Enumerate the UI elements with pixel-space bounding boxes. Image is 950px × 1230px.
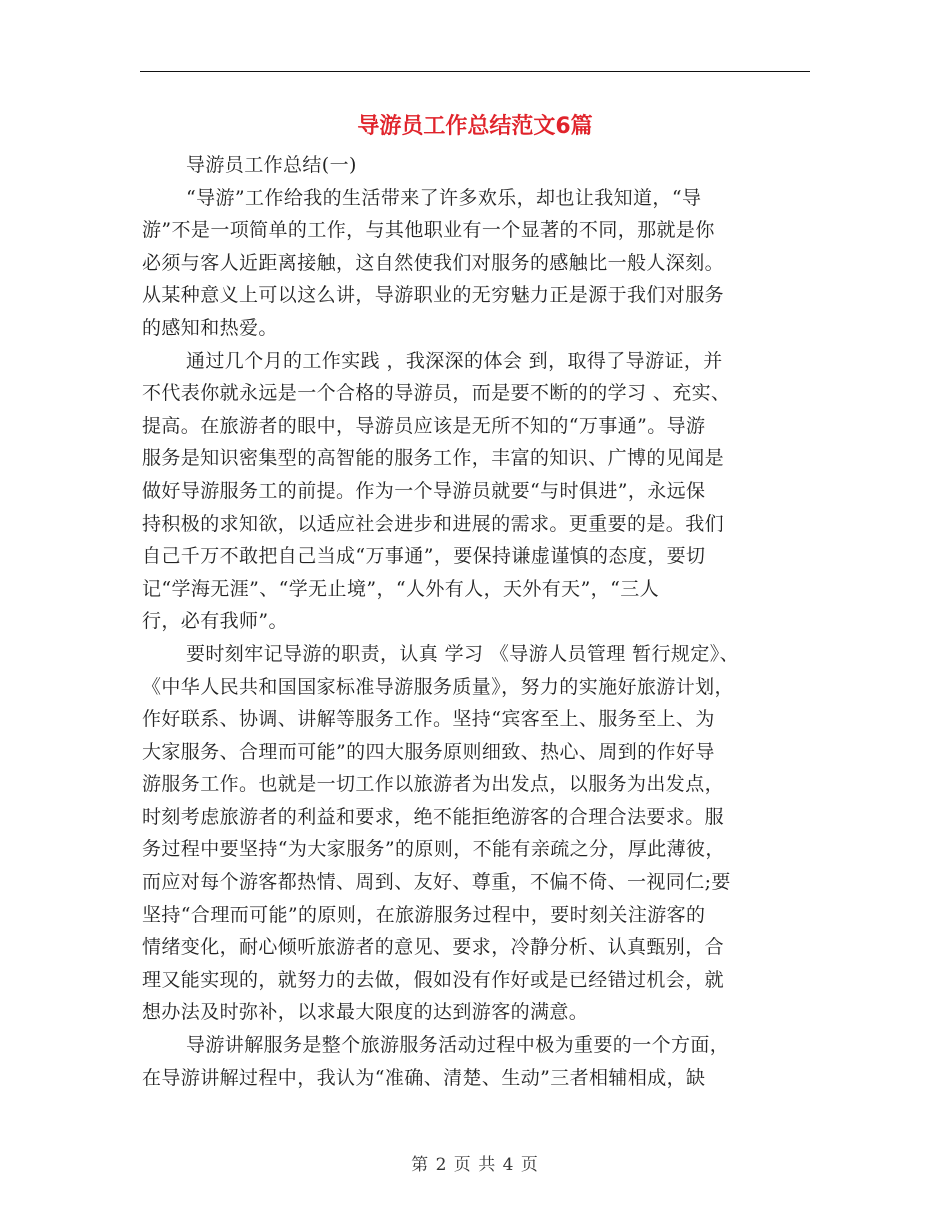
paragraph-line: 想办法及时弥补，以求最大限度的达到游客的满意。 — [142, 1001, 589, 1024]
paragraph-line: 做好导游服务工的前提。作为一个导游员就要“与时俱进”，永远保 — [142, 479, 706, 502]
paragraph-line: 导游讲解服务是整个旅游服务活动过程中极为重要的一个方面， — [186, 1034, 730, 1057]
paragraph-line: 必须与客人近距离接触，这自然使我们对服务的感触比一般人深刻。 — [142, 251, 725, 274]
paragraph-line: 理又能实现的，就努力的去做，假如没有作好或是已经错过机会，就 — [142, 968, 725, 991]
paragraph-line: “导游”工作给我的生活带来了许多欢乐，却也让我知道，“导 — [186, 186, 702, 209]
paragraph-line: 的感知和热爱。 — [142, 316, 278, 339]
paragraph-line: 自己千万不敢把自己当成“万事通”，要保持谦虚谨慎的态度，要切 — [142, 545, 706, 568]
paragraph-line: 从某种意义上可以这么讲，导游职业的无穷魅力正是源于我们对服务 — [142, 284, 725, 307]
paragraph-line: 作好联系、协调、讲解等服务工作。坚持“宾客至上、服务至上、为 — [142, 708, 715, 731]
paragraph-line: 时刻考虑旅游者的利益和要求，绝不能拒绝游客的合理合法要求。服 — [142, 805, 725, 828]
paragraph-line: 提高。在旅游者的眼中，导游员应该是无所不知的“万事通”。导游 — [142, 414, 706, 437]
paragraph-line: 服务是知识密集型的高智能的服务工作，丰富的知识、广博的见闻是 — [142, 447, 725, 470]
paragraph-line: 坚持“合理而可能”的原则，在旅游服务过程中，要时刻关注游客的 — [142, 903, 706, 926]
paragraph-line: 在导游讲解过程中，我认为“准确、清楚、生动”三者相辅相成，缺 — [142, 1066, 706, 1089]
page-number: 第 2 页 共 4 页 — [411, 1155, 539, 1175]
document-title: 导游员工作总结范文6篇 — [357, 114, 593, 139]
document-body — [142, 149, 802, 1094]
paragraph-line: 《中华人民共和国国家标准导游服务质量》，努力的实施好旅游计划， — [142, 675, 734, 698]
paragraph-line: 行，必有我师”。 — [142, 610, 288, 633]
paragraph-line: 游”不是一项简单的工作，与其他职业有一个显著的不同，那就是你 — [142, 219, 715, 242]
section-heading: 导游员工作总结(一) — [186, 154, 357, 176]
header-rule — [140, 71, 810, 72]
paragraph-line: 持积极的求知欲，以适应社会进步和进展的需求。更重要的是。我们 — [142, 512, 725, 535]
paragraph-line: 不代表你就永远是一个合格的导游员，而是要不断的的学习 、充实、 — [142, 382, 731, 405]
paragraph-line: 游服务工作。也就是一切工作以旅游者为出发点，以服务为出发点， — [142, 773, 725, 796]
paragraph-line: 情绪变化，耐心倾听旅游者的意见、要求，冷静分析、认真甄别，合 — [142, 936, 725, 959]
paragraph-line: 通过几个月的工作实践 ，我深深的体会 到，取得了导游证，并 — [186, 349, 723, 372]
paragraph-line: 而应对每个游客都热情、周到、友好、尊重，不偏不倚、一视同仁;要 — [142, 871, 731, 894]
paragraph-line: 要时刻牢记导游的职责，认真 学习 《导游人员管理 暂行规定》、 — [186, 642, 740, 665]
paragraph-line: 记“学海无涯”、“学无止境”，“人外有人，天外有天”，“三人 — [142, 577, 659, 600]
paragraph-line: 务过程中要坚持“为大家服务”的原则，不能有亲疏之分，厚此薄彼， — [142, 838, 725, 861]
paragraph-line: 大家服务、合理而可能”的四大服务原则细致、热心、周到的作好导 — [142, 740, 715, 763]
